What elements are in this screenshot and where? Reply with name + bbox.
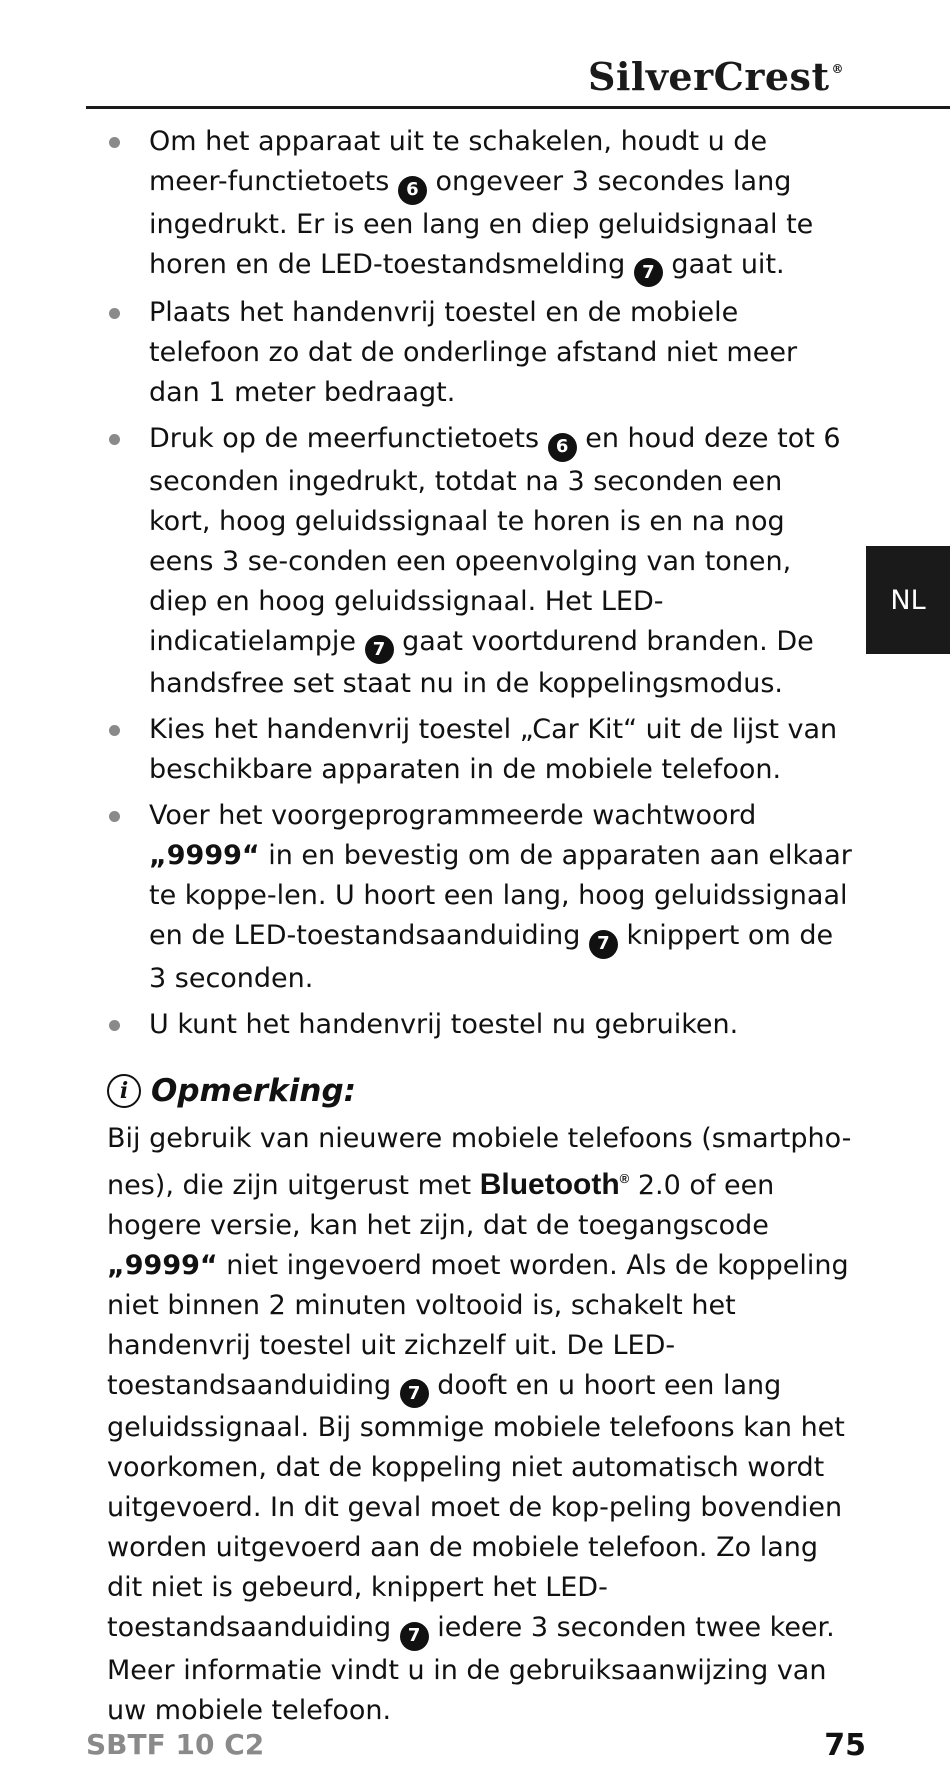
bluetooth-word: Bluetooth — [479, 1167, 620, 1201]
list-item — [107, 710, 852, 790]
page-content — [107, 122, 852, 1731]
text-run: gaat voortdurend branden. De handsfree set staat nu in de koppelingsmodus. — [149, 625, 814, 699]
text-run: knippert om de 3 seconden. — [149, 920, 834, 994]
text-run: gaat uit. — [662, 248, 785, 280]
list-item — [107, 293, 852, 413]
text-run: U kunt het handenvrij toestel nu gebruiken. — [149, 1008, 739, 1040]
list-item — [107, 122, 852, 287]
text-run: Plaats het handenvrij toestel en de mobiele telefoon zo dat de onderlinge afstand niet meer dan 1 meter bedraagt. — [149, 297, 798, 408]
callout-number-icon: 6 — [398, 176, 427, 205]
callout-number-icon: 7 — [634, 258, 663, 287]
text-run: Om het apparaat uit te schakelen, houdt u de meer-functietoets — [149, 126, 768, 197]
brand-registered-mark: ® — [831, 62, 844, 76]
note-heading-text: Opmerking: — [151, 1072, 357, 1109]
language-tab-label: NL — [890, 584, 926, 616]
callout-number-icon: 7 — [589, 930, 618, 959]
bold-text: „9999“ — [149, 840, 260, 871]
text-run: niet ingevoerd moet worden. Als de koppeling niet binnen 2 minuten voltooid is, schakelt het handenvrij toestel uit zichzelf uit. De LED-toestandsaanduiding — [107, 1249, 849, 1401]
bluetooth-wordmark — [480, 1168, 630, 1201]
text-run: en houd deze tot 6 seconden ingedrukt, totdat na 3 seconden een kort, hoog geluidssignaal te horen is en na nog eens 3 se-conden een opeenvolging van tonen, diep en hoog geluidssignaal. Het LED-indicatielampje — [149, 423, 841, 657]
list-item — [107, 1005, 852, 1045]
text-run: 2.0 of een hogere versie, kan het zijn, dat de toegangscode — [107, 1169, 775, 1241]
info-icon: i — [107, 1074, 141, 1108]
bluetooth-registered-mark: ® — [619, 1170, 630, 1186]
callout-number-icon: 7 — [400, 1379, 429, 1408]
text-run: in en bevestig om de apparaten aan elkaar te koppe-len. U hoort een lang, hoog geluidssignaal en de LED-toestandsaanduiding — [149, 840, 852, 951]
brand-logo — [588, 54, 844, 99]
list-item — [107, 419, 852, 704]
text-run: Bij gebruik van nieuwere mobiele telefoons (smartpho-nes), die zijn uitgerust met — [107, 1122, 852, 1201]
header-rule — [86, 106, 950, 109]
text-run: ongeveer 3 secondes lang ingedrukt. Er is een lang en diep geluidsignaal te horen en de LED-toestandsmelding — [149, 166, 814, 280]
text-run: Voer het voorgeprogrammeerde wachtwoord — [149, 800, 757, 831]
bold-text: „9999“ — [107, 1249, 218, 1281]
footer-model: SBTF 10 C2 — [86, 1728, 265, 1761]
note-heading — [107, 1071, 852, 1111]
text-run: Druk op de meerfunctietoets — [149, 423, 548, 454]
instruction-list — [107, 122, 852, 1045]
page-number: 75 — [824, 1728, 866, 1763]
brand-name: SilverCrest — [588, 54, 830, 99]
callout-number-icon: 7 — [400, 1622, 429, 1651]
text-run: iedere 3 seconden twee keer. Meer informatie vindt u in de gebruiksaanwijzing van uw mobiele telefoon. — [107, 1612, 835, 1726]
callout-number-icon: 6 — [548, 433, 577, 462]
list-item — [107, 796, 852, 999]
text-run: Kies het handenvrij toestel „Car Kit“ uit de lijst van beschikbare apparaten in de mobiele telefoon. — [149, 714, 838, 785]
language-tab — [866, 546, 950, 654]
text-run: dooft en u hoort een lang geluidssignaal. Bij sommige mobiele telefoons kan het voorkomen, dat de koppeling niet automatisch wordt uitgevoerd. In dit geval moet de kop-peling bovendien worden uitgevoerd aan de mobiele telefoon. Zo lang dit niet is gebeurd, knippert het LED-toestandsaanduiding — [107, 1369, 845, 1643]
note-text — [107, 1119, 852, 1731]
callout-number-icon: 7 — [365, 635, 394, 664]
